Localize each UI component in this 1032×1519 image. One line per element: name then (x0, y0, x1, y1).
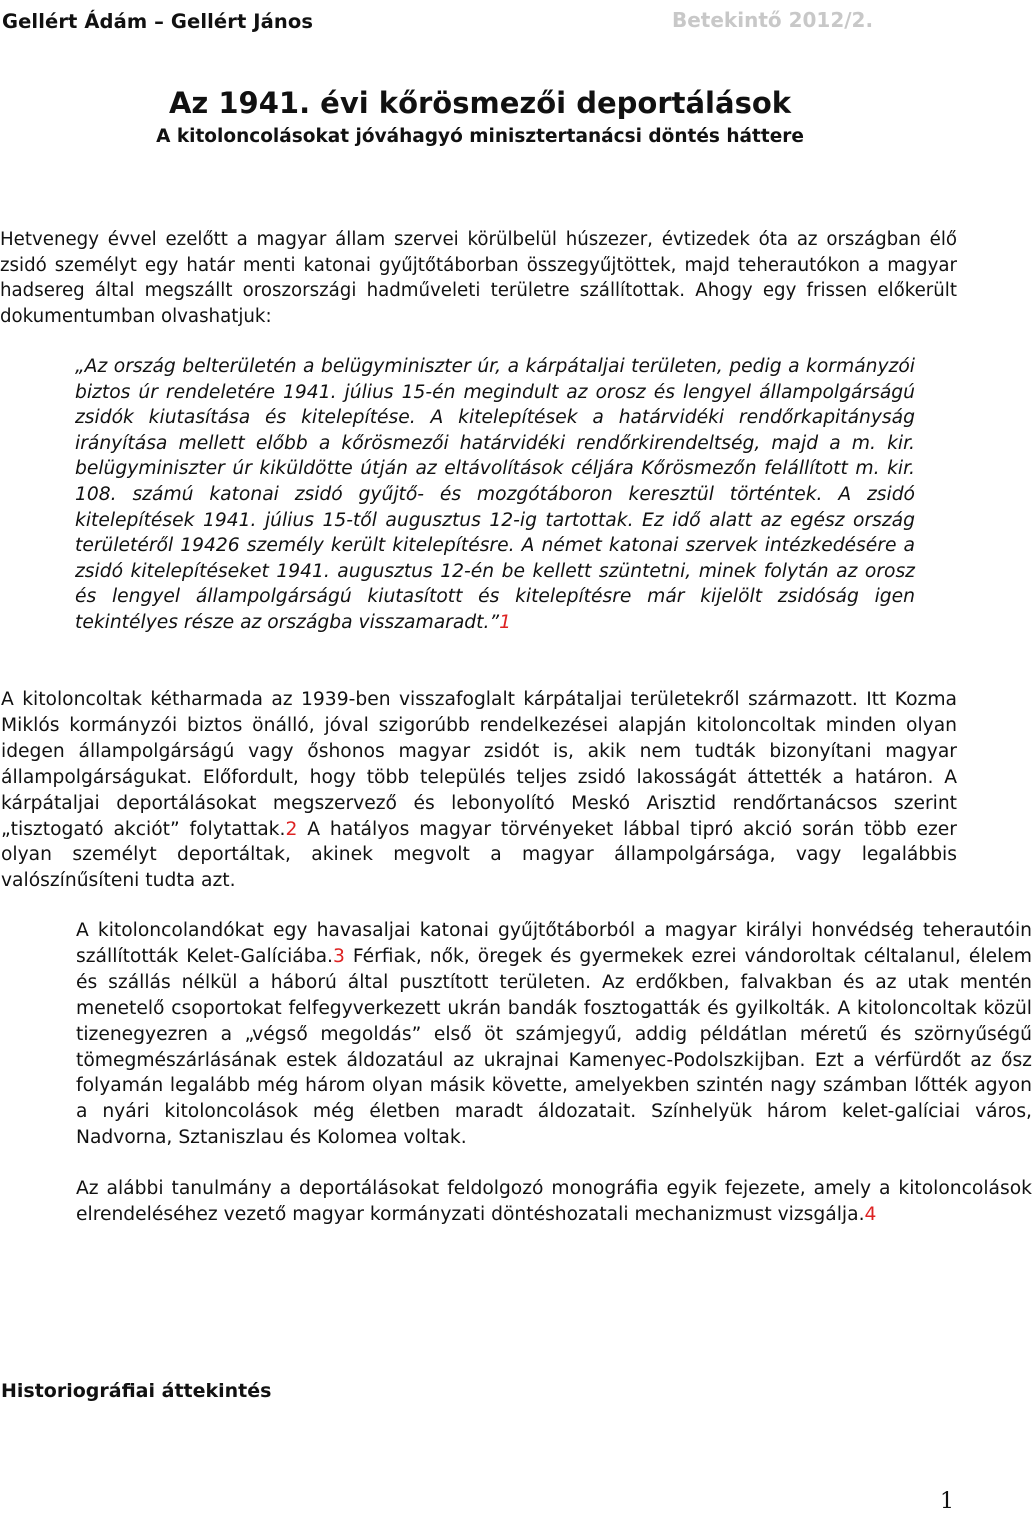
header-authors: Gellért Ádám – Gellért János (2, 10, 314, 33)
body-text: A kitoloncoltak kétharmada az 1939-ben visszafoglalt kárpátaljai területekről származott. Itt Kozma Miklós kormányzói biztos önálló, jóval szigorúbb rendelkezései alapján kitoloncoltak minden olyan idegen állampolgárságú vagy őshonos magyar zsidót is, akik nem tudták bizonyítani magyar állampolgárságukat. Előfordult, hogy több település teljes zsidó lakosságát áttették a határon. A kárpátaljai deportálásokat megszervező és lebonyolító Meskó Arisztid rendőrtanácsos szerint „tisztogató akciót” folytattak. (1, 689, 957, 840)
footnote-link-3[interactable]: 3 (333, 945, 345, 967)
block-quote (75, 354, 915, 636)
intro-paragraph (0, 227, 957, 330)
body-text: Férfiak, nők, öregek és gyermekek ezrei vándoroltak céltalanul, élelem és szállás nélkül a háború által pusztított területen. Az erdőkben, falvakban és az utak mentén menetelő csoportokat felfegyverkezett ukrán bandák fosztogatták és gyilkolták. A kitoloncoltak közül tizenegyezren a „végső megoldás” első öt számjegyű, addig példátlan méretű és szörnyűségű tömegmészárlásának estek áldozatául az ukrajnai Kamenyec-Podolszkijban. Ezt a vérfürdőt az ősz folyamán legalább még három olyan másik követte, amelyekben szintén nagy számban lőtték agyon a nyári kitoloncolások még életben maradt áldozatait. Színhelyük három kelet-galíciai város, Nadvorna, Sztaniszlau és Kolomea voltak. (76, 945, 1032, 1149)
body-paragraph-2 (1, 918, 1032, 1151)
article-title: Az 1941. évi kőrösmezői deportálások (168, 86, 792, 120)
footnote-link-4[interactable]: 4 (864, 1203, 877, 1225)
article-subtitle: A kitoloncolásokat jóváhagyó minisztertanácsi döntés háttere (156, 126, 804, 147)
body-paragraph-1 (1, 687, 957, 894)
page-header (0, 6, 960, 36)
body-text: A kitoloncolandókat egy havasaljai katonai gyűjtőtáborból a magyar királyi honvédség teherautóin szállították Kelet-Galíciába. (76, 920, 1032, 967)
body-text: Az alábbi tanulmány a deportálásokat feldolgozó monográfia egyik fejezete, amely a kitoloncolások elrendeléséhez vezető magyar kormányzati döntéshozatali mechanizmust vizsgálja. (76, 1178, 1032, 1225)
header-issue: Betekintő 2012/2. (672, 8, 874, 32)
footnote-link-1[interactable]: 1 (499, 611, 512, 633)
intro-text: Hetvenegy évvel ezelőtt a magyar állam szervei körülbelül húszezer, évtizedek óta az országban élő zsidó személyt egy határ menti katonai gyűjtőtáborban összegyűjtöttek, majd teherautókon a magyar hadsereg által megszállt oroszországi hadműveleti területre szállítottak. Ahogy egy frissen előkerült dokumentumban olvashatjuk: (0, 229, 957, 328)
body-text: A hatályos magyar törvényeket lábbal tipró akció során több ezer olyan személyt deportáltak, akinek megvolt a magyar állampolgársága, vagy legalábbis valószínűsíteni tudta azt. (1, 818, 957, 892)
footnote-link-2[interactable]: 2 (285, 818, 298, 840)
quote-text: „Az ország belterületén a belügyminiszter úr, a kárpátaljai területen, pedig a kormányzói biztos úr rendeletére 1941. július 15-én megindult az orosz és lengyel állampolgárságú zsidók kiutasítása és kitelepítése. A kitelepítések a határvidéki rendőrkapitányság irányítása mellett előbb a kőrösmezői határvidéki rendőrkirendeltség, majd a m. kir. belügyminiszter úr kiküldötte útján az eltávolítások céljára Kőrösmezőn felállított m. kir. 108. számú katonai zsidó gyűjtő- és mozgótáboron keresztül történtek. A zsidó kitelepítések 1941. július 15-től augusztus 12-ig tartottak. Ez idő alatt az egész ország területéről 19426 személy került kitelepítésre. A német katonai szervek intézkedésére a zsidó kitelepítéseket 1941. augusztus 12-én be kellett szüntetni, minek folytán az orosz és lengyel állampolgárságú kiutasított és kitelepítésre már kijelölt zsidóság igen tekintélyes része az országba visszamaradt.” (75, 356, 915, 633)
page-number: 1 (940, 1489, 954, 1514)
body-paragraph-3 (1, 1176, 1032, 1228)
section-heading: Historiográfiai áttekintés (1, 1380, 272, 1402)
